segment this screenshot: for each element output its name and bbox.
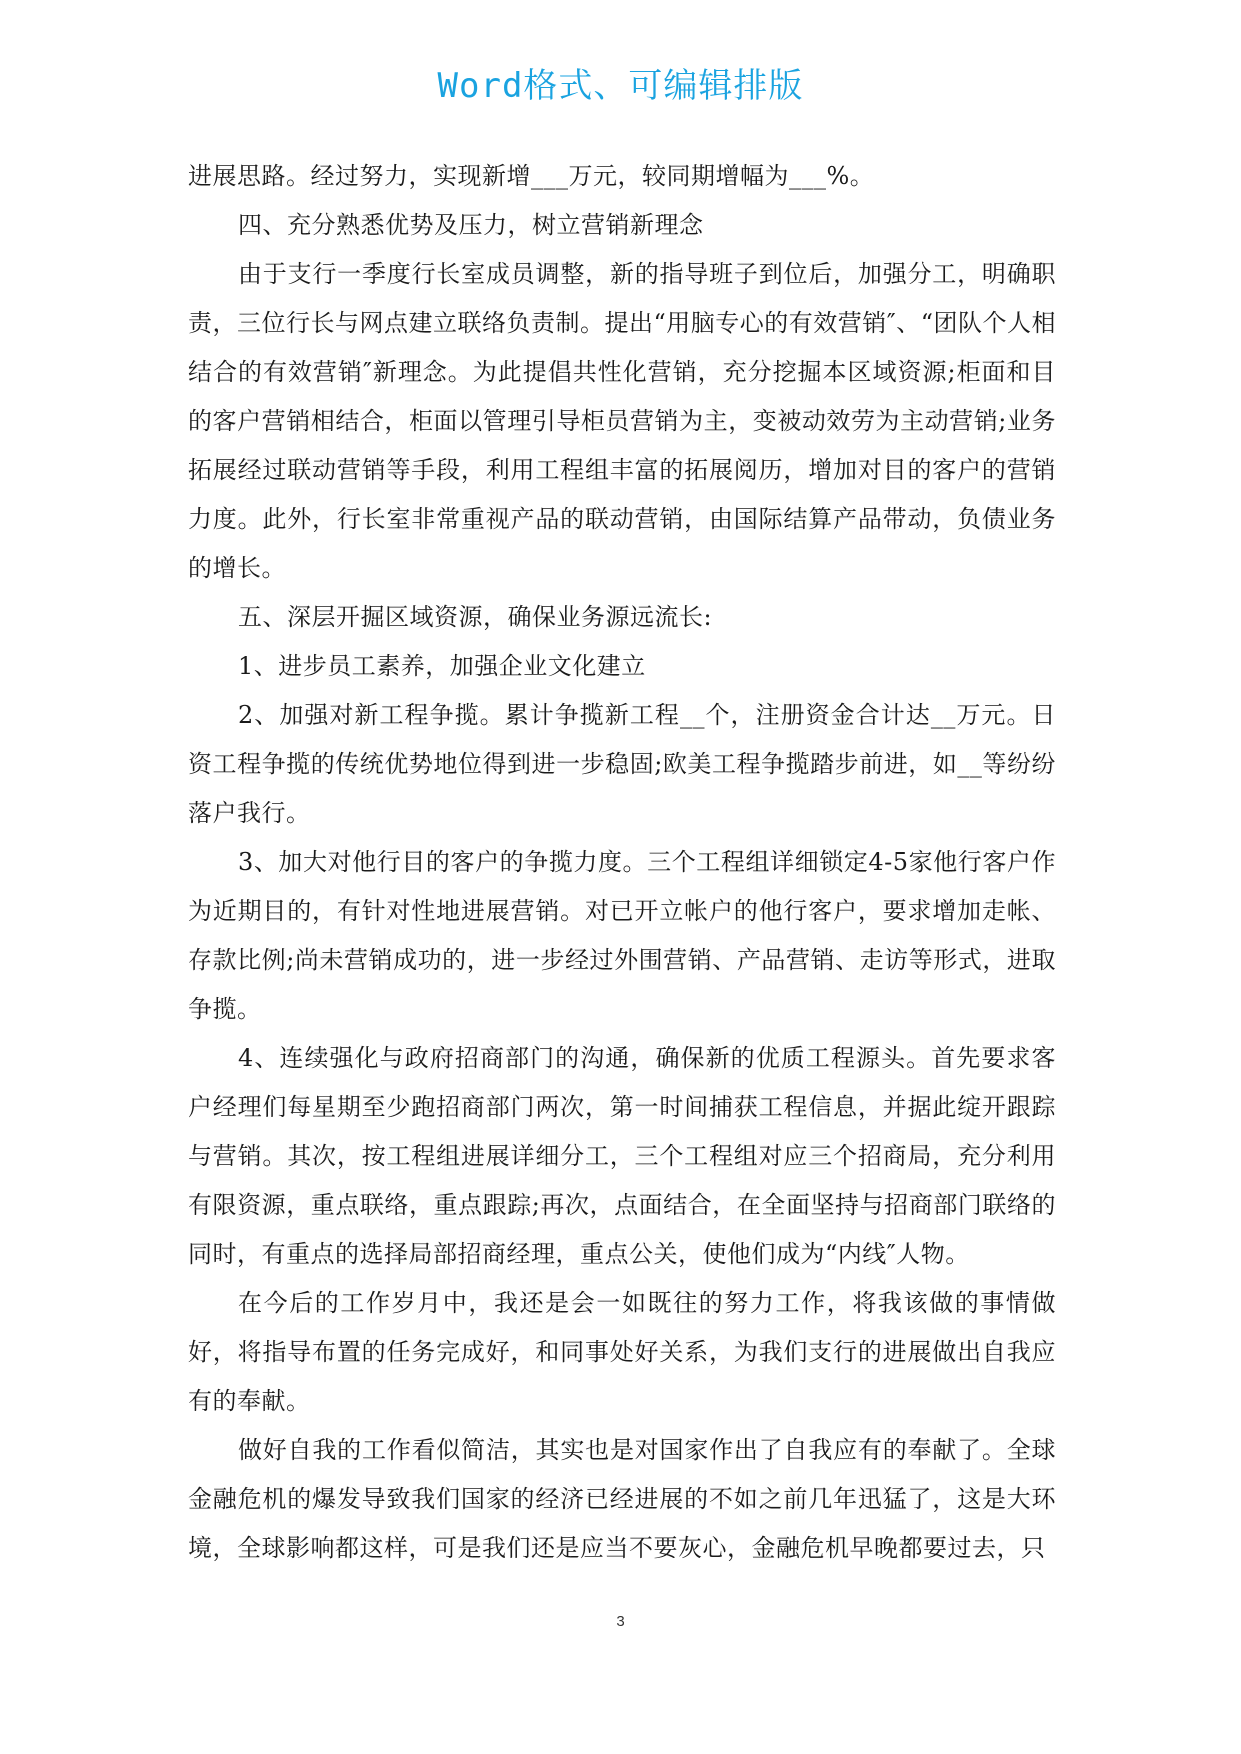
page-header-title: Word格式、可编辑排版 [437,66,804,106]
document-body [188,152,1056,1573]
section-heading-five: 五、深层开掘区域资源，确保业务源远流长: [238,603,713,631]
list-item-4: 4、连续强化与政府招商部门的沟通，确保新的优质工程源头。首先要求客户经理们每星期至少跑招商部门两次，第一时间捕获工程信息，并据此绽开跟踪与营销。其次，按工程组进展详细分工，三个工程组对应三个招商局，充分利用有限资源，重点联络，重点跟踪;再次，点面结合，在全面坚持与招商部门联络的同时，有重点的选择局部招商经理，重点公关，使他们成为“内线″人物。 [188,1044,1056,1268]
paragraph-future-work: 在今后的工作岁月中，我还是会一如既往的努力工作，将我该做的事情做好，将指导布置的任务完成好，和同事处好关系，为我们支行的进展做出自我应有的奉献。 [188,1289,1056,1415]
paragraph-contribution: 做好自我的工作看似简洁，其实也是对国家作出了自我应有的奉献了。全球金融危机的爆发导致我们国家的经济已经进展的不如之前几年迅猛了，这是大环境，全球影响都这样，可是我们还是应当不要灰心，金融危机早晚都要过去，只 [188,1436,1056,1562]
paragraph-continuation: 进展思路。经过努力，实现新增___万元，较同期增幅为___%。 [188,162,875,190]
page-number: 3 [616,1613,625,1630]
list-item-3: 3、加大对他行目的客户的争揽力度。三个工程组详细锁定4-5家他行客户作为近期目的，有针对性地进展营销。对已开立帐户的他行客户，要求增加走帐、存款比例;尚未营销成功的，进一步经过外围营销、产品营销、走访等形式，进取争揽。 [188,848,1056,1023]
paragraph-marketing-concept: 由于支行一季度行长室成员调整，新的指导班子到位后，加强分工，明确职责，三位行长与网点建立联络负责制。提出“用脑专心的有效营销″、“团队个人相结合的有效营销″新理念。为此提倡共性化营销，充分挖掘本区域资源;柜面和目的客户营销相结合，柜面以管理引导柜员营销为主，变被动效劳为主动营销;业务拓展经过联动营销等手段，利用工程组丰富的拓展阅历，增加对目的客户的营销力度。此外，行长室非常重视产品的联动营销，由国际结算产品带动，负债业务的增长。 [188,260,1057,582]
list-item-2: 2、加强对新工程争揽。累计争揽新工程__个，注册资金合计达__万元。日资工程争揽的传统优势地位得到进一步稳固;欧美工程争揽踏步前进，如__等纷纷落户我行。 [188,701,1056,827]
section-heading-four: 四、充分熟悉优势及压力，树立营销新理念 [238,211,704,239]
list-item-1: 1、进步员工素养，加强企业文化建立 [238,652,646,680]
